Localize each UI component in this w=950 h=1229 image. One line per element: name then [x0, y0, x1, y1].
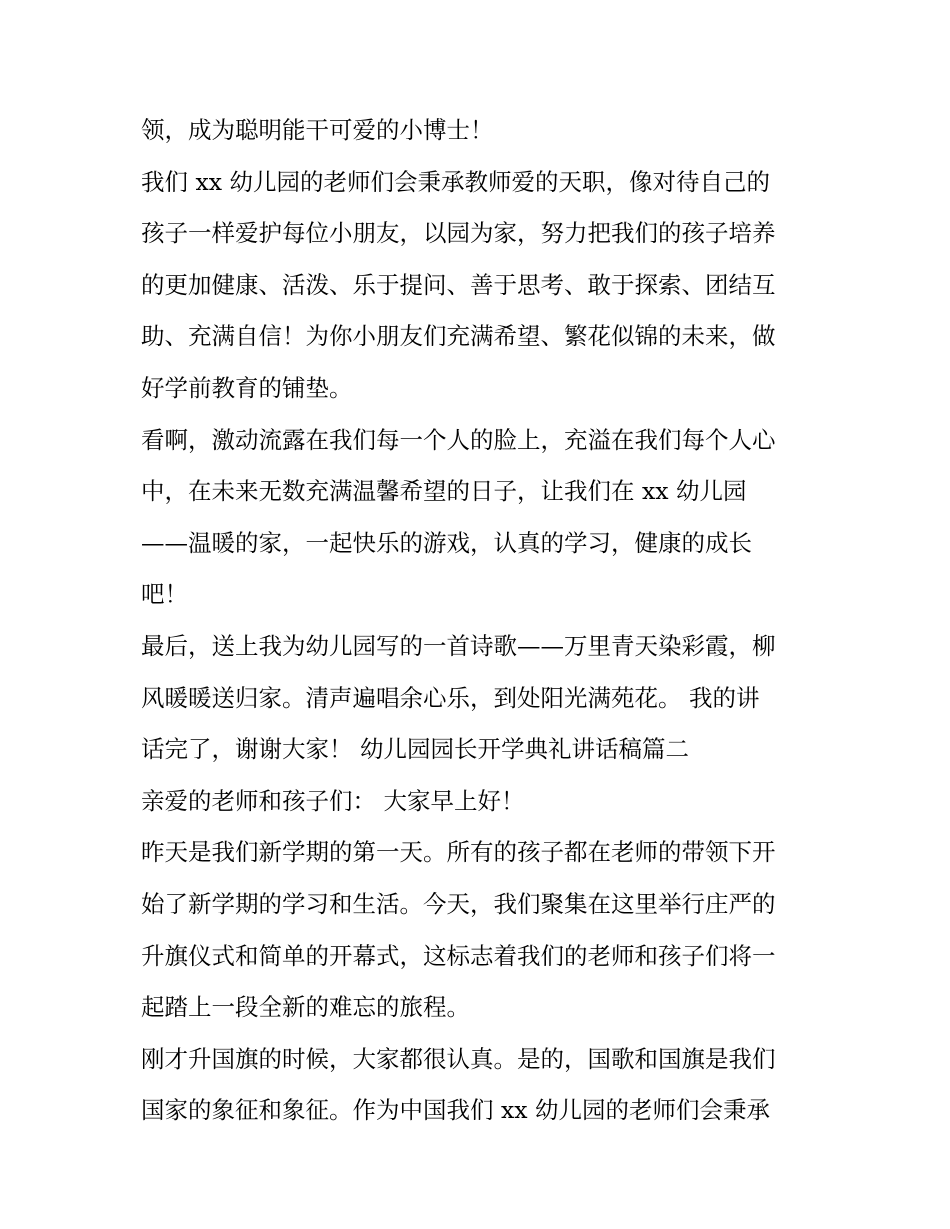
text-line: 亲爱的老师和孩子们： 大家早上好！	[141, 786, 525, 815]
text-line: 风暖暖送归家。清声遍唱余心乐，到处阳光满苑花。 我的讲	[141, 683, 760, 712]
text-line: 中，在未来无数充满温馨希望的日子，让我们在 xx 幼儿园	[141, 477, 747, 506]
text-line: 的更加健康、活泼、乐于提问、善于思考、敢于探索、团结互	[141, 270, 776, 299]
text-line: 孩子一样爱护每位小朋友，以园为家，努力把我们的孩子培养	[141, 219, 776, 248]
text-line: 吧！	[141, 580, 188, 609]
text-line: 升旗仪式和简单的开幕式，这标志着我们的老师和孩子们将一	[141, 941, 776, 970]
text-line: 好学前教育的铺垫。	[141, 373, 353, 402]
text-line: 我们 xx 幼儿园的老师们会秉承教师爱的天职，像对待自己的	[141, 167, 770, 196]
text-line: 起踏上一段全新的难忘的旅程。	[141, 993, 470, 1022]
text-line: 看啊，激动流露在我们每一个人的脸上，充溢在我们每个人心	[141, 425, 776, 454]
text-line: ——温暖的家，一起快乐的游戏，认真的学习，健康的成长	[141, 528, 752, 557]
text-line: 助、充满自信！为你小朋友们充满希望、繁花似锦的未来，做	[141, 322, 776, 351]
document-body	[141, 105, 821, 1137]
text-line: 刚才升国旗的时候，大家都很认真。是的，国歌和国旗是我们	[141, 1044, 776, 1073]
text-line: 始了新学期的学习和生活。今天，我们聚集在这里举行庄严的	[141, 889, 776, 918]
text-line: 昨天是我们新学期的第一天。所有的孩子都在老师的带领下开	[141, 838, 776, 867]
text-line: 领，成为聪明能干可爱的小博士！	[141, 116, 494, 144]
text-line: 最后，送上我为幼儿园写的一首诗歌——万里青天染彩霞，柳	[141, 631, 776, 660]
text-line: 话完了，谢谢大家！ 幼儿园园长开学典礼讲话稿篇二	[141, 735, 689, 764]
text-line: 国家的象征和象征。作为中国我们 xx 幼儿园的老师们会秉承	[141, 1096, 770, 1125]
